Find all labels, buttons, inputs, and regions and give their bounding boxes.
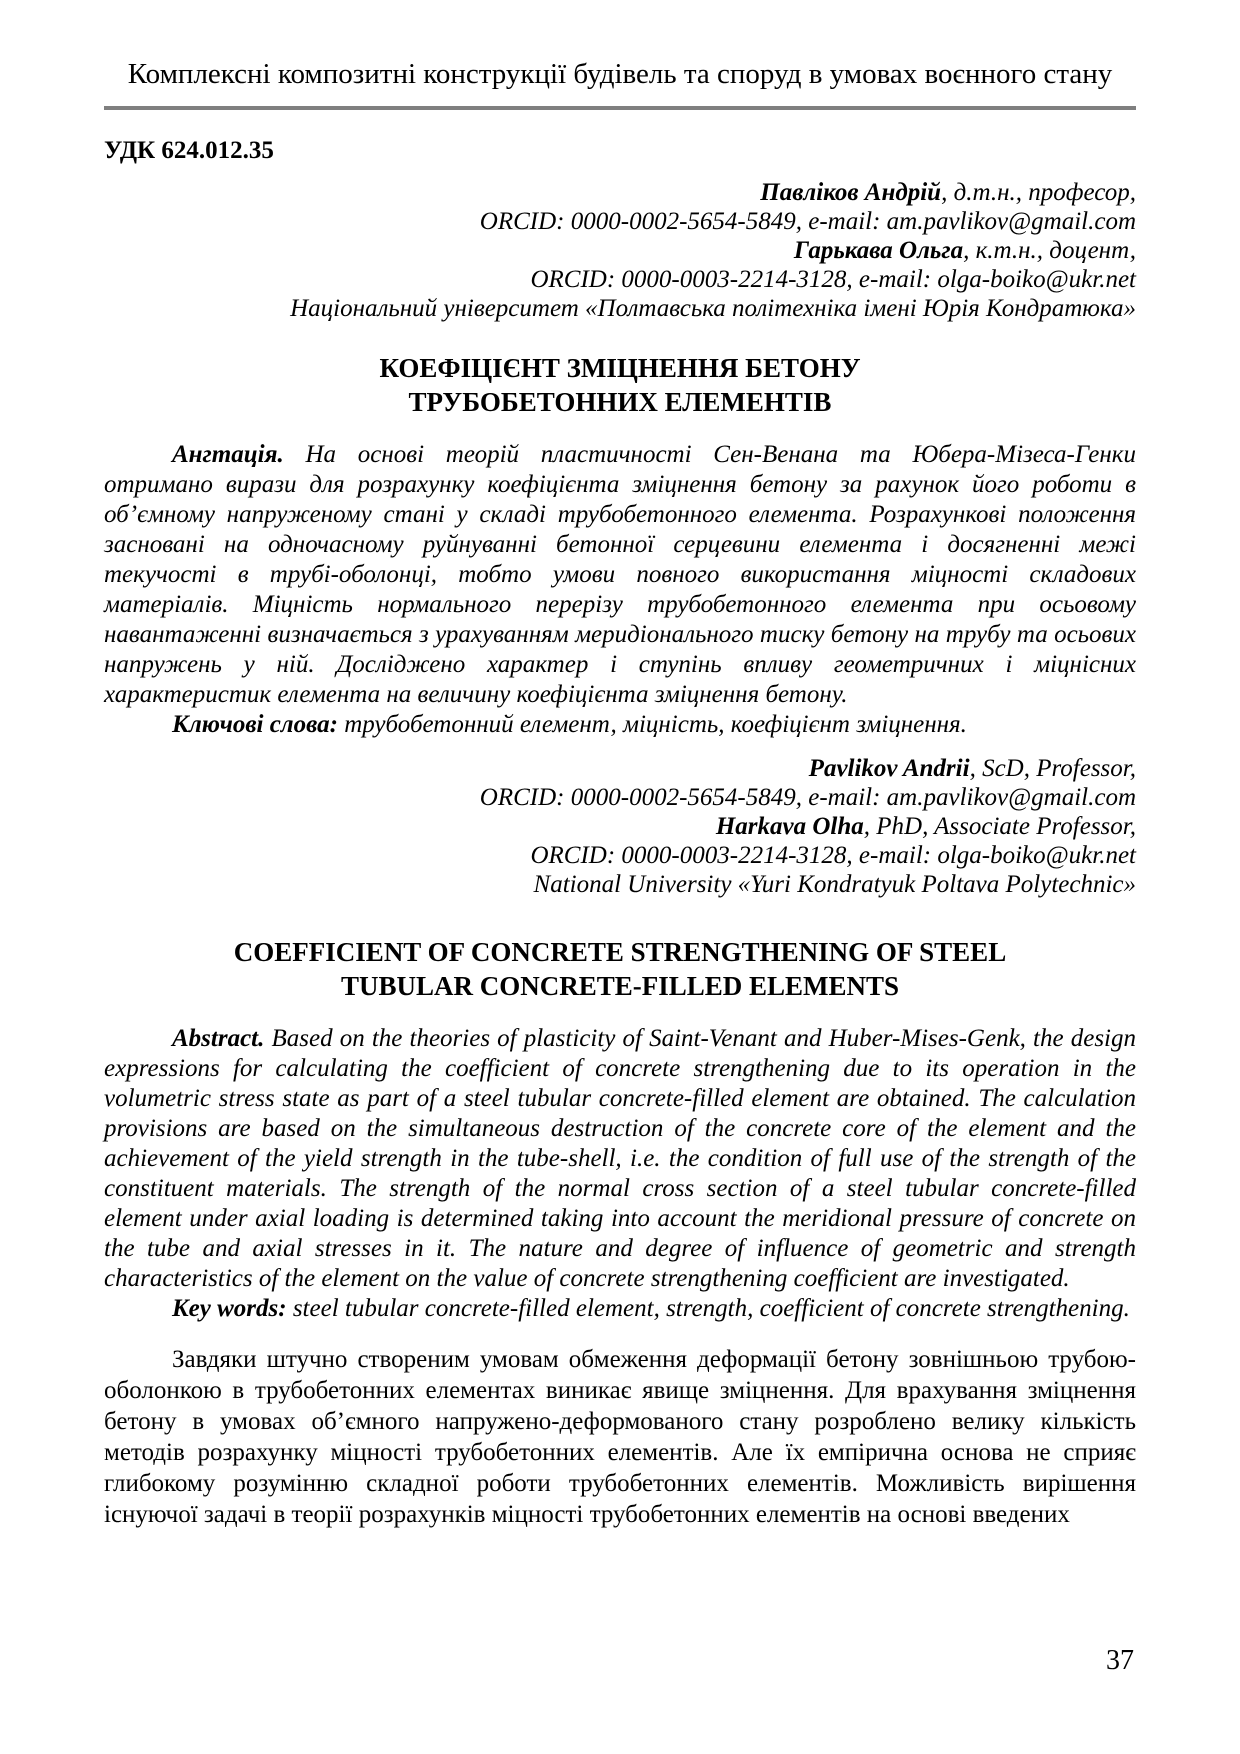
author-degree: , ScD, Professor,	[969, 755, 1136, 782]
keywords-en-label: Key words:	[172, 1295, 287, 1322]
abstract-ua-label: Ангтація.	[172, 441, 284, 468]
keywords-en-text: steel tubular concrete-filled element, strength, coefficient of concrete strengthening.	[286, 1295, 1130, 1322]
author-orcid-line: ORCID: 0000-0003-2214-3128, e-mail: olga-boiko@ukr.net	[530, 266, 1136, 293]
article-title-ua	[104, 351, 1136, 419]
udc-code: УДК 624.012.35	[104, 137, 274, 164]
article-title-en	[104, 935, 1136, 1003]
author-line	[104, 754, 1136, 783]
article-title-ua-line2: ТРУБОБЕТОННИХ ЕЛЕМЕНТІВ	[408, 387, 832, 417]
author-line	[104, 812, 1136, 841]
author-degree: , д.т.н., професор,	[941, 179, 1136, 206]
author-name: Павліков Андрій	[760, 179, 942, 206]
article-title-en-line1: COEFFICIENT OF CONCRETE STRENGTHENING OF STEEL	[233, 937, 1007, 967]
affiliation-line: Національний університет «Полтавська політехніка імені Юрія Кондратюка»	[290, 295, 1136, 322]
abstract-ua-text: На основі теорій пластичності Сен-Венана та Юбера-Мізеса-Генки отримано вирази для розрахунку коефіцієнта зміцнення бетону за рахунок його роботи в об’ємному напруженому стані у складі трубобетонного елемента. Розрахункові положення засновані на одночасному руйнуванні бетонної серцевини елемента і досягненні межі текучості в трубі-оболонці, тобто умови повного використання міцності складових матеріалів. Міцність нормального перерізу трубобетонного елемента при осьовому навантаженні визначається з урахуванням меридіонального тиску бетону на трубу та осьових напружень у ній. Досліджено характер і ступінь впливу геометричних і міцнісних характеристик елемента на величину коефіцієнта зміцнення бетону.	[104, 441, 1136, 708]
keywords-ua-label: Ключові слова:	[172, 711, 338, 738]
authors-block-en	[104, 754, 1136, 899]
author-name: Гарькава Ольга	[793, 237, 964, 264]
author-name: Pavlikov Andrii	[808, 755, 970, 782]
abstract-en	[104, 1024, 1136, 1294]
abstract-en-text: Based on the theories of plasticity of Saint-Venant and Huber-Mises-Genk, the design expressions for calculating the coefficient of concrete strengthening due to its operation in the volumetric stress state as part of a steel tubular concrete-filled element are obtained. The calculation provisions are based on the simultaneous destruction of the concrete core of the element and the achievement of the yield strength in the tube-shell, i.e. the condition of full use of the strength of the constituent materials. The strength of the normal cross section of a steel tubular concrete-filled element under axial loading is determined taking into account the meridional pressure of concrete on the tube and axial stresses in it. The nature and degree of influence of geometric and strength characteristics of the element on the value of concrete strengthening coefficient are investigated.	[104, 1025, 1136, 1292]
affiliation-line: National University «Yuri Kondratyuk Poltava Polytechnic»	[533, 871, 1136, 898]
author-degree: , к.т.н., доцент,	[963, 237, 1136, 264]
body-paragraph: Завдяки штучно створеним умовам обмеження деформації бетону зовнішньою трубою-оболонкою в трубобетонних елементах виникає явище зміцнення. Для врахування зміцнення бетону в умовах об’ємного напружено-деформованого стану розроблено велику кількість методів розрахунку міцності трубобетонних елементів. Але їх емпірична основа не сприяє глибокому розумінню складної роботи трубобетонних елементів. Можливість вирішення існуючої задачі в теорії розрахунків міцності трубобетонних елементів на основі введених	[104, 1346, 1136, 1528]
author-orcid-line: ORCID: 0000-0003-2214-3128, e-mail: olga-boiko@ukr.net	[530, 842, 1136, 869]
keywords-ua-text: трубобетонний елемент, міцність, коефіцієнт зміцнення.	[337, 711, 967, 738]
header-divider	[104, 106, 1136, 110]
author-line	[104, 236, 1136, 265]
author-orcid-line: ORCID: 0000-0002-5654-5849, e-mail: am.pavlikov@gmail.com	[479, 208, 1136, 235]
keywords-ua	[104, 710, 1136, 740]
article-title-en-line2: TUBULAR CONCRETE-FILLED ELEMENTS	[340, 971, 900, 1001]
article-title-ua-line1: КОЕФІЦІЄНТ ЗМІЦНЕННЯ БЕТОНУ	[379, 353, 861, 383]
author-name: Harkava Olha	[715, 813, 864, 840]
author-degree: , PhD, Associate Professor,	[863, 813, 1136, 840]
page-number: 37	[1106, 1645, 1134, 1676]
author-line	[104, 178, 1136, 207]
abstract-en-label: Abstract.	[172, 1025, 265, 1052]
running-header: Комплексні композитні конструкції будівель та споруд в умовах воєнного стану	[127, 58, 1113, 90]
keywords-en	[104, 1294, 1136, 1324]
abstract-ua	[104, 440, 1136, 710]
authors-block-ua	[104, 178, 1136, 323]
author-orcid-line: ORCID: 0000-0002-5654-5849, e-mail: am.pavlikov@gmail.com	[479, 784, 1136, 811]
